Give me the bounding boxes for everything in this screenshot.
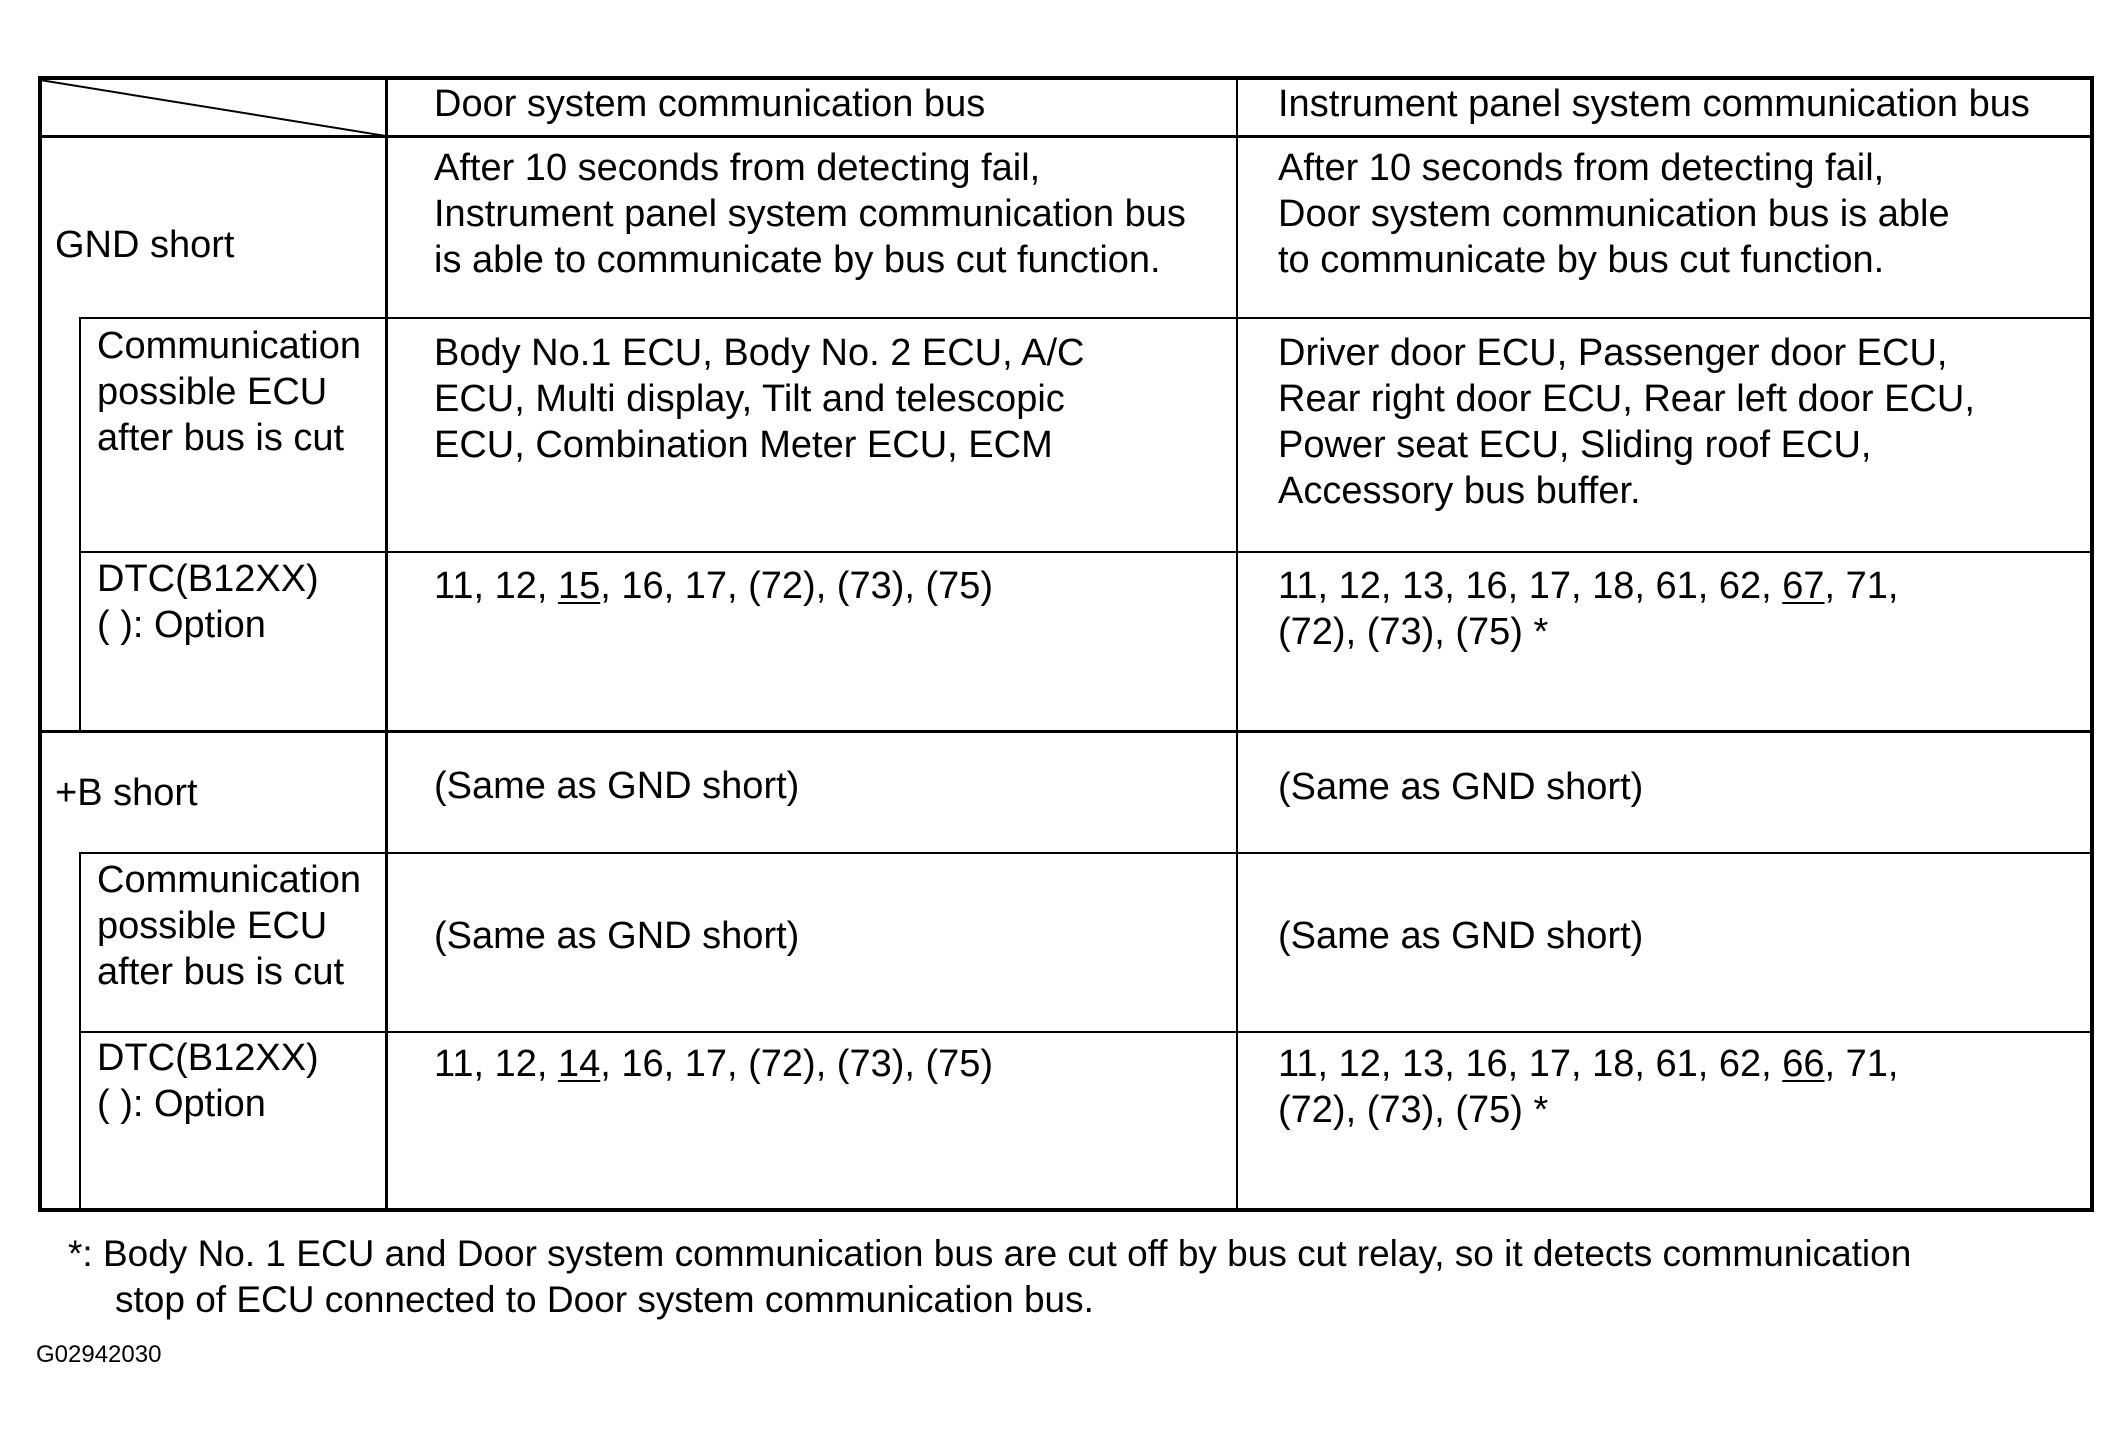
b-dtc-door: 11, 12, 14, 16, 17, (72), (73), (75) (434, 1043, 994, 1085)
b-door: (Same as GND short) (434, 765, 800, 807)
footnote-line-2: stop of ECU connected to Door system communication bus. (115, 1279, 1094, 1320)
rule-col-mid (1236, 78, 1238, 1210)
gnd-ecu-label: Communication possible ECU after bus is cut (97, 325, 361, 459)
rule-b-short (40, 730, 2094, 733)
header-door-bus: Door system communication bus (434, 83, 986, 125)
footnote-line-1: *: Body No. 1 ECU and Door system communication bus are cut off by bus cut relay, so it detects communication (68, 1233, 1912, 1274)
header-instrument-bus: Instrument panel system communication bus (1278, 83, 2030, 125)
diagonal-header-cell (40, 78, 386, 136)
figure-code: G02942030 (36, 1341, 162, 1368)
b-dtc-instrument: 11, 12, 13, 16, 17, 18, 61, 62, 66, 71, (72), (73), (75) * (1278, 1043, 1899, 1131)
rule-indent-b (79, 852, 81, 1210)
gnd-dtc-instrument: 11, 12, 13, 16, 17, 18, 61, 62, 67, 71, (72), (73), (75) * (1278, 565, 1899, 653)
underlined-code: 15 (557, 565, 601, 607)
underlined-code: 14 (557, 1043, 601, 1085)
gnd-dtc-door: 11, 12, 15, 16, 17, (72), (73), (75) (434, 565, 994, 607)
b-instrument: (Same as GND short) (1278, 766, 1644, 808)
b-ecu-label: Communication possible ECU after bus is cut (97, 859, 361, 993)
gnd-ecu-instrument: Driver door ECU, Passenger door ECU, Rear right door ECU, Rear left door ECU, Power seat ECU, Sliding roof ECU, Accessory bus buffer. (1278, 332, 1975, 512)
rule-indent-gnd (79, 317, 81, 731)
b-ecu-door: (Same as GND short) (434, 915, 800, 957)
gnd-door-desc: After 10 seconds from detecting fail, Instrument panel system communication bus is able to communicate by bus cut function. (434, 147, 1186, 281)
b-dtc-label: DTC(B12XX) ( ): Option (97, 1037, 319, 1125)
rule-b-ecu (80, 852, 2094, 854)
underlined-code: 67 (1782, 565, 1825, 607)
b-ecu-instrument: (Same as GND short) (1278, 915, 1644, 957)
gnd-dtc-label: DTC(B12XX) ( ): Option (97, 558, 319, 646)
rule-gnd-ecu (80, 317, 2094, 319)
gnd-instrument-desc: After 10 seconds from detecting fail, Door system communication bus is able to communicate by bus cut function. (1278, 147, 1950, 281)
rule-b-dtc (80, 1031, 2094, 1033)
rule-gnd-dtc (80, 551, 2094, 553)
underlined-code: 66 (1782, 1043, 1825, 1085)
b-short-label: +B short (55, 772, 198, 814)
gnd-ecu-door: Body No.1 ECU, Body No. 2 ECU, A/C ECU, Multi display, Tilt and telescopic ECU, Combination Meter ECU, ECM (434, 332, 1085, 466)
rule-col-label (385, 78, 388, 1210)
gnd-short-label: GND short (55, 224, 235, 266)
